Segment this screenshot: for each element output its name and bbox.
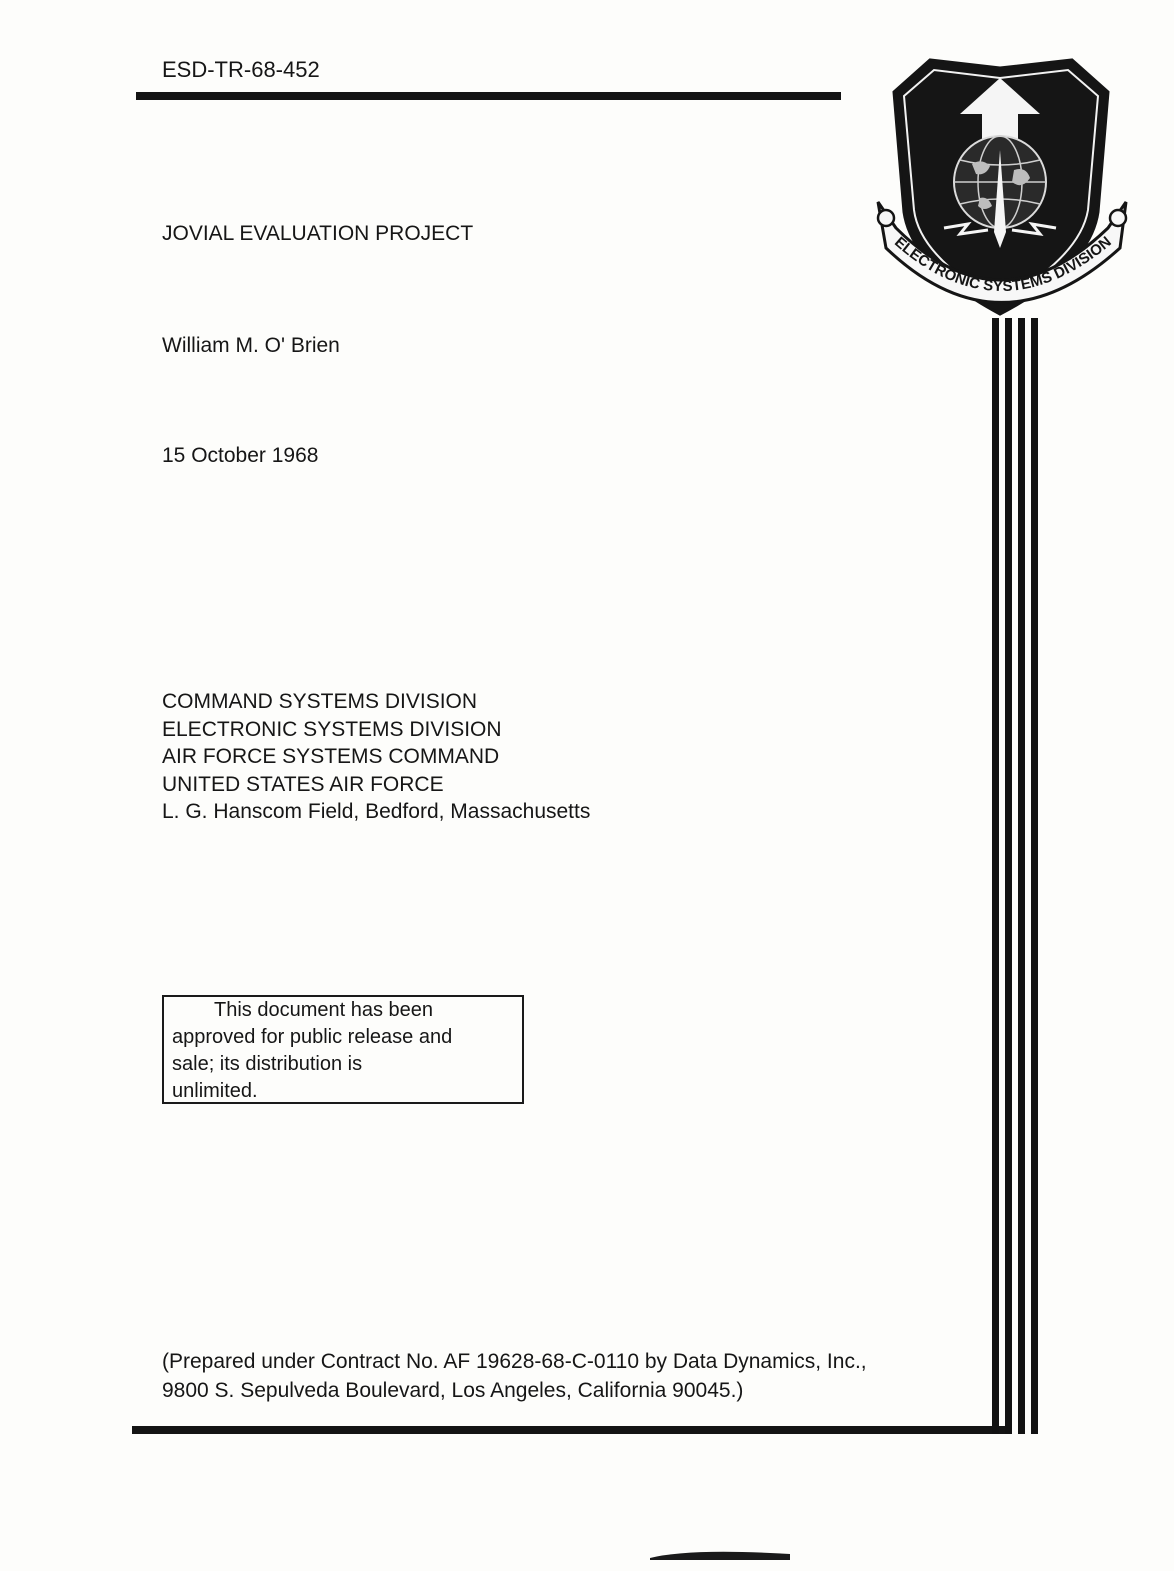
org-line: COMMAND SYSTEMS DIVISION [162,690,478,713]
report-number: ESD-TR-68-452 [162,57,320,82]
scan-mark [650,1548,790,1560]
vertical-stripe [1005,318,1012,1434]
contract-note-line: 9800 S. Sepulveda Boulevard, Los Angeles, California 90045.) [162,1379,744,1402]
vertical-stripe [1031,318,1038,1434]
org-line: ELECTRONIC SYSTEMS DIVISION [162,717,502,741]
contract-note-line: (Prepared under Contract No. AF 19628-68-C-0110 by Data Dynamics, Inc., [162,1350,867,1373]
bottom-rule [132,1426,1012,1434]
vertical-stripe [992,318,999,1434]
author-name: William M. O' Brien [162,334,340,357]
release-notice-line: unlimited. [172,1080,258,1102]
top-rule [136,92,841,100]
emblem-text: ELECTRONIC SYSTEMS DIVISION [891,233,1115,296]
electronic-systems-division-shield-icon [872,52,1132,342]
org-line: UNITED STATES AIR FORCE [162,772,444,796]
release-notice-box [162,995,524,1104]
contract-note [162,1347,867,1405]
document-title: JOVIAL EVALUATION PROJECT [162,222,474,245]
organization-block [162,688,590,826]
org-line: AIR FORCE SYSTEMS COMMAND [162,745,500,768]
release-notice-line: approved for public release and [172,1026,453,1048]
release-notice-line: sale; its distribution is [172,1053,363,1075]
release-notice-line: This document has been [214,999,434,1021]
org-location: L. G. Hanscom Field, Bedford, Massachusetts [162,800,591,823]
vertical-stripe [1018,318,1025,1434]
publication-date: 15 October 1968 [162,444,319,467]
